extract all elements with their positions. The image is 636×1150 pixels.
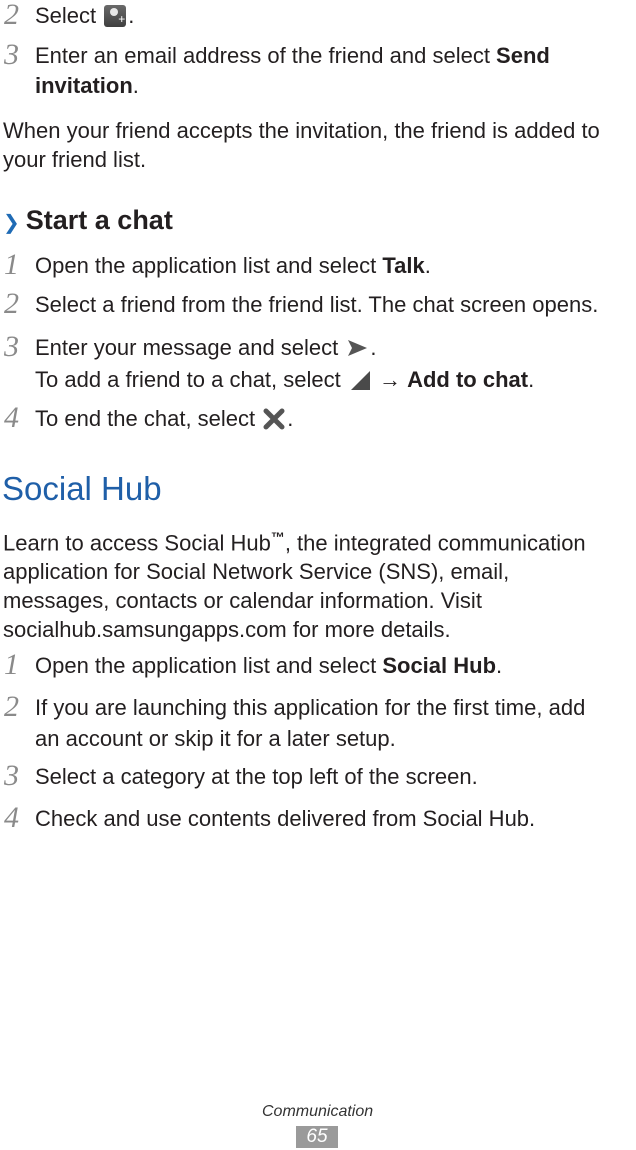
section-title-social-hub: Social Hub bbox=[2, 470, 162, 507]
step-number: 3 bbox=[4, 38, 19, 71]
close-icon bbox=[263, 408, 285, 430]
add-friend-icon bbox=[104, 5, 126, 27]
step-text: Select +. bbox=[35, 4, 134, 28]
paragraph-invitation: When your friend accepts the invitation, the friend is added to your friend list. bbox=[3, 118, 600, 172]
chevron-right-icon: ❯ bbox=[3, 212, 20, 234]
footer-section-name: Communication bbox=[262, 1103, 374, 1120]
menu-corner-icon bbox=[349, 369, 371, 391]
section-heading-start-chat: ❯ Start a chat bbox=[3, 205, 173, 235]
paragraph-social-hub-intro: Learn to access Social Hub™, the integrated communication application for Social Network Service (SNS), email, messages, contacts or calendar information. Visit socialhub.samsungapps.com for more details. bbox=[3, 529, 586, 643]
send-icon bbox=[346, 337, 368, 359]
page-number: 65 bbox=[296, 1126, 338, 1148]
step-number: 2 bbox=[4, 0, 19, 31]
